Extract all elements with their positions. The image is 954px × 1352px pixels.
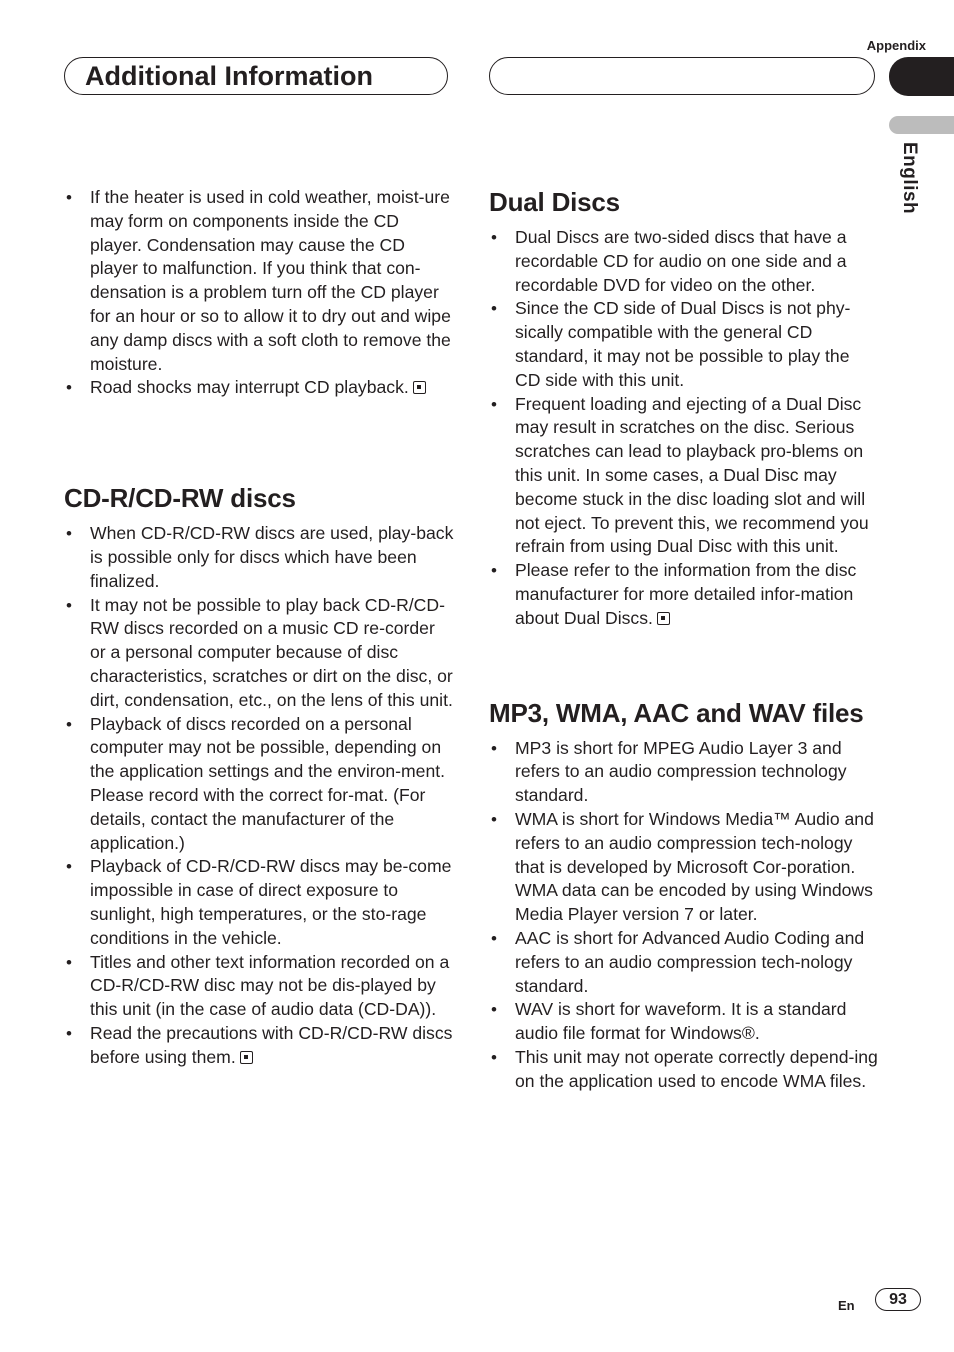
right-column	[489, 186, 879, 1094]
cdr-heading: CD-R/CD-RW discs	[64, 483, 296, 514]
end-mark-icon	[657, 612, 670, 625]
list-item-text: AAC is short for Advanced Audio Coding and refers to an audio compression tech-nology standard.	[515, 927, 865, 996]
list-item-text: Dual Discs are two-sided discs that have a recordable CD for audio on one side and a recordable DVD for video on the other.	[515, 227, 847, 295]
list-item: • Since the CD side of Dual Discs is not phy-sically compatible with the general CD standard, it may not be possible to play the CD side with this unit.	[491, 298, 851, 390]
section-title: Additional Information	[85, 60, 373, 91]
list-item-text: Since the CD side of Dual Discs is not phy-sically compatible with the general CD standard, it may not be possible to play the CD side with this unit.	[515, 298, 851, 390]
list-item: • Read the precautions with CD-R/CD-RW discs before using them.	[66, 1022, 453, 1067]
list-item: • Frequent loading and ejecting of a Dual Disc may result in scratches on the disc. Serious scratches can lead to playback pro-blems on this unit. In some cases, a Dual Disc may become stuck in the disc loading slot and will not eject. To prevent this, we recommend you refrain from using Dual Disc with this unit.	[491, 393, 869, 557]
list-item: • Please refer to the information from the disc manufacturer for more detailed infor-mation about Dual Discs.	[491, 560, 857, 628]
list-item-text: It may not be possible to play back CD-R/CD-RW discs recorded on a music CD re-corder or a personal computer because of disc characteristics, scratches or dirt on the disc, or dirt, condensation, etc., on the lens of this unit.	[90, 594, 453, 710]
language-label: English	[899, 142, 920, 215]
list-item: • Playback of CD-R/CD-RW discs may be-come impossible in case of direct exposure to sunlight, high temperatures, or the sto-rage conditions in the vehicle.	[66, 856, 452, 948]
cdr-list	[64, 522, 454, 1069]
list-item-text: Read the precautions with CD-R/CD-RW discs before using them.	[90, 1022, 453, 1067]
chapter-tab	[889, 57, 954, 96]
list-item: • WAV is short for waveform. It is a standard audio file format for Windows®.	[491, 999, 847, 1044]
list-item: • It may not be possible to play back CD-R/CD-RW discs recorded on a music CD re-corder or a personal computer because of disc characteristics, scratches or dirt on the disc, or dirt, condensation, etc., on the lens of this unit.	[66, 594, 453, 710]
end-mark-icon	[240, 1051, 253, 1064]
list-item-text: This unit may not operate correctly depend-ing on the application used to encode WMA files.	[515, 1046, 878, 1091]
end-mark-icon	[413, 381, 426, 394]
intro-list	[64, 186, 454, 400]
mp3-list	[489, 737, 879, 1094]
list-item: • AAC is short for Advanced Audio Coding and refers to an audio compression tech-nology standard.	[491, 927, 865, 996]
appendix-label: Appendix	[866, 38, 926, 53]
left-column	[64, 186, 454, 1070]
list-item-text: Titles and other text information recorded on a CD-R/CD-RW disc may not be dis-played by this unit (in the case of audio data (CD-DA)).	[90, 951, 450, 1020]
list-item-text: WAV is short for waveform. It is a standard audio file format for Windows®.	[515, 999, 847, 1044]
dual-heading: Dual Discs	[489, 187, 620, 217]
list-item: • Road shocks may interrupt CD playback.	[64, 376, 454, 400]
language-tab	[889, 116, 954, 134]
list-item-text: Playback of CD-R/CD-RW discs may be-come impossible in case of direct exposure to sunlight, high temperatures, or the sto-rage conditions in the vehicle.	[90, 856, 452, 948]
list-item: • WMA is short for Windows Media™ Audio and refers to an audio compression tech-nology that is developed by Microsoft Cor-poration. WMA data can be encoded by using Windows Media Player version 7 or later.	[491, 808, 874, 925]
empty-header-pill	[489, 57, 875, 95]
list-item-text: WMA is short for Windows Media™ Audio and refers to an audio compression tech-nology that is developed by Microsoft Cor-poration. WMA data can be encoded by using Windows Media Player version 7 or later.	[515, 808, 874, 925]
list-item: • If the heater is used in cold weather, moist-ure may form on components inside the CD player. Condensation may cause the CD player to malfunction. If you think that con-densation is a problem turn off the CD player for an hour or so to allow it to dry out and wipe any damp discs with a soft cloth to remove the moisture.	[66, 187, 451, 374]
footer-lang-code: En	[838, 1298, 855, 1313]
mp3-heading: MP3, WMA, AAC and WAV files	[489, 697, 864, 728]
section-title-pill	[64, 57, 448, 95]
list-item: • Playback of discs recorded on a personal computer may not be possible, depending on the application settings and the environ-ment. Please record with the correct for-mat. (For details, contact the manufacturer of the application.)	[66, 713, 446, 853]
list-item-text: Playback of discs recorded on a personal computer may not be possible, depending on the application settings and the environ-ment. Please record with the correct for-mat. (For details, contact the manufacturer of the application.)	[90, 713, 446, 853]
list-item-text: Road shocks may interrupt CD playback.	[90, 377, 409, 398]
dual-list	[489, 226, 879, 631]
list-item: • MP3 is short for MPEG Audio Layer 3 and refers to an audio compression technology standard.	[491, 737, 847, 806]
list-item-text: Frequent loading and ejecting of a Dual Disc may result in scratches on the disc. Serious scratches can lead to playback pro-blems on this unit. In some cases, a Dual Disc may become stuck in the disc loading slot and will not eject. To prevent this, we recommend you refrain from using Dual Disc with this unit.	[515, 393, 869, 557]
list-item-text: When CD-R/CD-RW discs are used, play-back is possible only for discs which have been finalized.	[90, 523, 454, 591]
list-item-text: MP3 is short for MPEG Audio Layer 3 and refers to an audio compression technology standard.	[515, 737, 847, 806]
list-item: • When CD-R/CD-RW discs are used, play-back is possible only for discs which have been finalized.	[66, 523, 454, 591]
page-number: 93	[875, 1288, 921, 1311]
list-item: • Titles and other text information recorded on a CD-R/CD-RW disc may not be dis-played by this unit (in the case of audio data (CD-DA)).	[66, 951, 450, 1020]
list-item: • This unit may not operate correctly depend-ing on the application used to encode WMA files.	[491, 1046, 878, 1091]
list-item-text: If the heater is used in cold weather, moist-ure may form on components inside the CD player. Condensation may cause the CD player to malfunction. If you think that con-densation is a problem turn off the CD player for an hour or so to allow it to dry out and wipe any damp discs with a soft cloth to remove the moisture.	[90, 187, 451, 374]
list-item: • Dual Discs are two-sided discs that have a recordable CD for audio on one side and a recordable DVD for video on the other.	[491, 227, 847, 295]
list-item-text: Please refer to the information from the disc manufacturer for more detailed infor-mation about Dual Discs.	[515, 560, 857, 628]
